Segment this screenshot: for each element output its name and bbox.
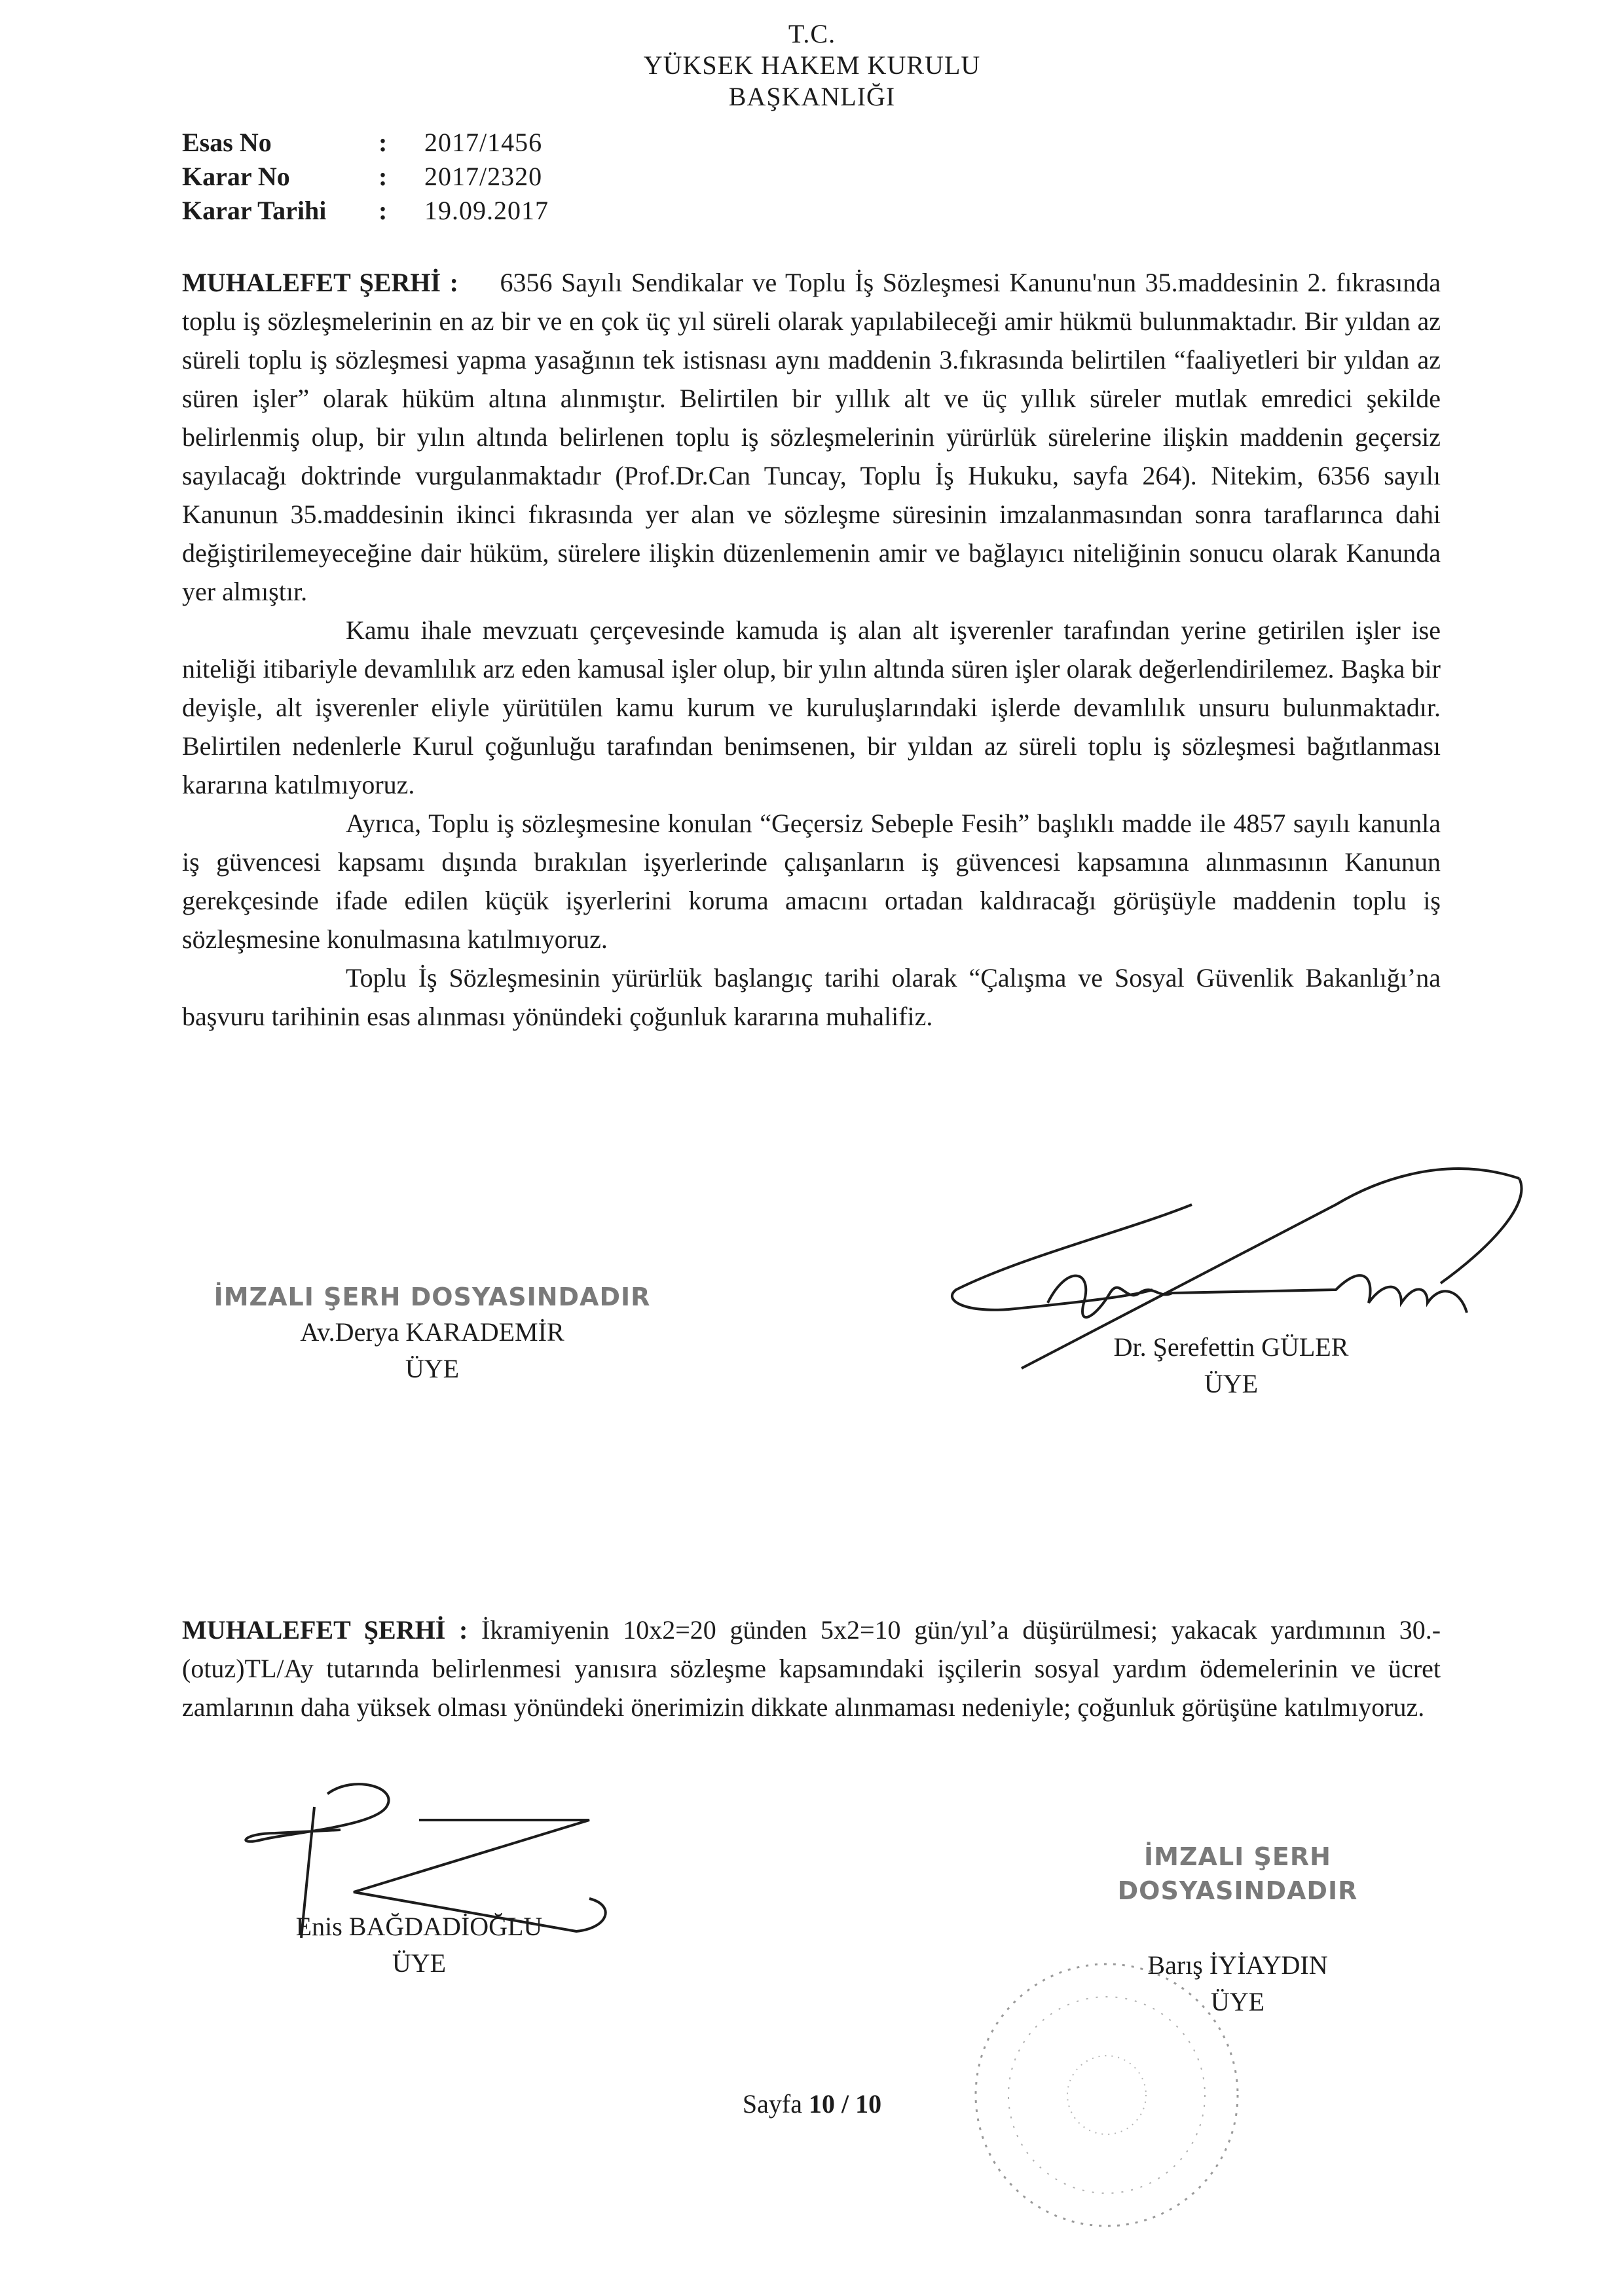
karar-value: 2017/2320 [424, 162, 543, 191]
document-header [0, 18, 1624, 113]
dissent-1-text-1: 6356 Sayılı Sendikalar ve Toplu İş Sözleşmesi Kanunu'nun 35.maddesinin 2. fıkrasında toplu iş sözleşmelerinin en az bir ve en çok üç yıl süreli olarak yapılabileceği amir hükmü bulunmaktadır. Bir yıldan az süreli toplu iş sözleşmesi yapma yasağının tek istisnası aynı maddenin 3.fıkrasında belirtilen “faaliyetleri bir yıldan az süren işler” olarak hüküm altına alınmıştır. Belirtilen bir yıllık alt ve üç yıllık süreler mutlak emredici şekilde belirlenmiş olup, bir yılın altında belirlenen toplu iş sözleşmelerinin yürürlük sürelerine ilişkin maddenin geçersiz sayılacağı doktrinde vurgulanmaktadır (Prof.Dr.Can Tuncay, Toplu İş Hukuku, sayfa 264). Nitekim, 6356 sayılı Kanunun 35.maddesinin ikinci fıkrasında yer alan ve sözleşme süresinin imzalanmasından sonra taraflarınca dahi değiştirilemeyeceğine dair hüküm, sürelere ilişkin düzenlemenin amir ve bağlayıcı niteliğinin sonucu olarak Kanunda yer almıştır. [182, 268, 1441, 606]
member-name: Dr. Şerefettin GÜLER [1113, 1332, 1349, 1362]
karar-label: Karar No [182, 162, 290, 191]
signed-on-file-stamp: İMZALI ŞERH DOSYASINDADIR [213, 1283, 651, 1311]
esas-label: Esas No [182, 128, 272, 157]
tarih-colon: : [378, 196, 388, 225]
member-name: Barış İYİAYDIN [1147, 1950, 1328, 1980]
esas-row [182, 126, 549, 160]
dissent-1-heading: MUHALEFET ŞERHİ : [182, 268, 458, 297]
esas-colon: : [378, 128, 388, 157]
signed-on-file-stamp: İMZALI ŞERH DOSYASINDADIR [1117, 1842, 1358, 1905]
dissent-2-text: İkramiyenin 10x2=20 günden 5x2=10 gün/yıl’a düşürülmesi; yakacak yardımının 30.-(otuz)TL/Ay tutarında belirlenmesi yanısıra sözleşme kapsamındaki işçilerin sosyal yardım ödemelerinin ve ücret zamlarının daha yüksek olması yönündeki önerimizin dikkate alınmaması nedeniyle; çoğunluk görüşüne katılmıyoruz. [182, 1615, 1441, 1722]
header-presidency: BAŞKANLIĞI [728, 82, 896, 111]
signature-block-left-2 [223, 1908, 616, 1982]
dissent-2-paragraph [182, 1611, 1441, 1726]
dissent-1-paragraph-4: Toplu İş Sözleşmesinin yürürlük başlangıç tarihi olarak “Çalışma ve Sosyal Güvenlik Bakanlığı’na başvuru tarihinin esas alınması yönündeki çoğunluk kararına muhalifiz. [182, 963, 1441, 1031]
signature-block-left-1 [196, 1280, 668, 1387]
page-footer [0, 2088, 1624, 2119]
header-tc: T.C. [788, 19, 836, 48]
tarih-value: 19.09.2017 [424, 196, 549, 225]
member-role: ÜYE [392, 1948, 447, 1978]
member-role: ÜYE [1204, 1369, 1259, 1398]
dissent-1-paragraph-3: Ayrıca, Toplu iş sözleşmesine konulan “Geçersiz Sebeple Fesih” başlıklı madde ile 4857 sayılı kanunla iş güvencesi kapsamı dışında bırakılan işyerlerinde çalışanların iş güvencesi kapsamına alınmasının Kanunun gerekçesinde ifade edilen küçük işyerlerini koruma amacını ortadan kaldıracağı görüşüyle maddenin toplu iş sözleşmesine konulmasına katılmıyoruz. [182, 809, 1441, 954]
signature-block-right-1 [1048, 1329, 1414, 1402]
dissent-2-heading: MUHALEFET ŞERHİ : [182, 1615, 468, 1645]
page-number: 10 / 10 [808, 2089, 882, 2119]
karar-row [182, 160, 549, 194]
member-role: ÜYE [405, 1354, 460, 1383]
tarih-row [182, 194, 549, 228]
member-name: Enis BAĞDADİOĞLU [295, 1912, 543, 1941]
member-name: Av.Derya KARADEMİR [300, 1317, 564, 1347]
esas-value: 2017/1456 [424, 128, 543, 157]
tarih-label: Karar Tarihi [182, 196, 327, 225]
dissent-1-paragraph-2: Kamu ihale mevzuatı çerçevesinde kamuda iş alan alt işverenler tarafından yerine getirilen işler ise niteliği itibariyle devamlılık arz eden kamusal işler olup, bir yılın altında süren işler olarak değerlendirilemez. Başka bir deyişle, alt işverenler eliyle yürütülen kamu kurum ve kuruluşlarındaki işlerde devamlılık unsuru bulunmaktadır. Belirtilen nedenlerle Kurul çoğunluğu tarafından benimsenen, bir yıldan az süreli toplu iş sözleşmesi bağıtlanması kararına katılmıyoruz. [182, 615, 1441, 799]
page-label: Sayfa [742, 2089, 802, 2119]
member-role: ÜYE [1210, 1987, 1265, 2016]
dissent-1-paragraph-1 [182, 263, 1441, 611]
dissent-1 [182, 263, 1441, 1036]
karar-colon: : [378, 162, 388, 191]
case-meta [182, 126, 549, 228]
dissent-2 [182, 1611, 1441, 1726]
header-institution: YÜKSEK HAKEM KURULU [643, 50, 981, 80]
